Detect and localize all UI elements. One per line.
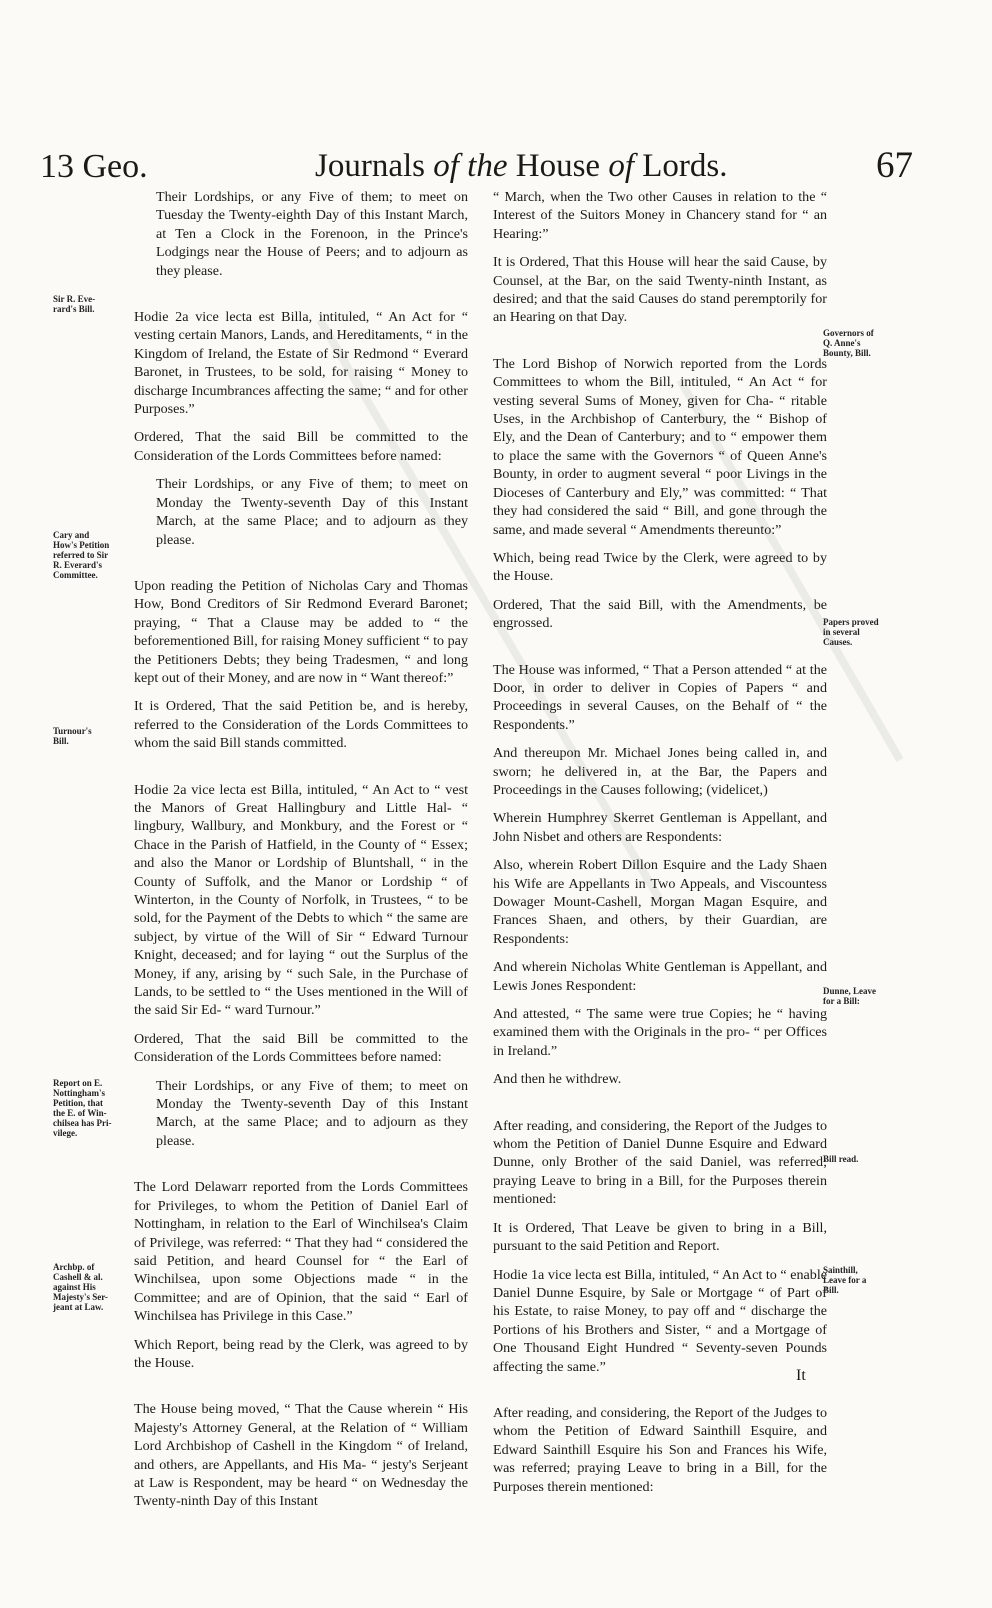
paragraph: Hodie 1a vice lecta est Billa, intituled, “ An Act to “ enable Daniel Dunne Esquire, by Sale or Mortgage “ of Part of his Estate, to raise Money, to pay off and “ discharge the Portions of his Brothers and Sister, “ and a Mortgage of One Thousand Eight Hundred “ Seventy-seven Pounds affecting the same.” (493, 1266, 827, 1375)
paragraph: After reading, and considering, the Report of the Judges to whom the Petition of Daniel Dunne Esquire and Edward Dunne, only Brother of the said Daniel, was referred; praying Leave to bring in a Bill, for the Purposes therein mentioned: (493, 1117, 827, 1208)
left-column (134, 188, 468, 1521)
header-word: the (467, 148, 508, 184)
paragraph: And wherein Nicholas White Gentleman is Appellant, and Lewis Jones Respondent: (493, 959, 827, 994)
paragraph: Hodie 2a vice lecta est Billa, intituled, “ An Act for “ vesting certain Manors, Lands, and Hereditaments, “ in the Kingdom of Ireland, the Estate of Sir Redmond “ Everard Baronet, in Trustees, to be sold, for raising “ Money to discharge Incumbrances affecting the same; “ and for other Purposes.” (134, 309, 468, 418)
paragraph: And then he withdrew. (493, 1071, 622, 1088)
header-word: of (433, 148, 459, 184)
paragraph: It is Ordered, That this House will hear the said Cause, by Counsel, at the Bar, on the said Twenty-ninth Instant, as desired; and that the said Causes do stand peremptorily for an Hearing on that Day. (493, 254, 827, 326)
paragraph: Their Lordships, or any Five of them; to meet on Monday the Twenty-seventh Day of this Instant March, at the same Place; and to adjourn as they please. (156, 476, 468, 548)
paragraph: Their Lordships, or any Five of them; to meet on Tuesday the Twenty-eighth Day of this Instant March, at Ten a Clock in the Forenoon, in the Prince's Lodgings near the House of Peers; and to adjourn as they please. (156, 189, 468, 279)
paragraph: And thereupon Mr. Michael Jones being called in, and sworn; he delivered in, at the Bar, the Papers and Proceedings in the Causes following; (videlicet,) (493, 745, 827, 798)
header-title (315, 148, 728, 185)
paragraph: Ordered, That the said Bill be committed to the Consideration of the Lords Committees before named: (134, 429, 468, 464)
margin-note: Archbp. of Cashell & al. against His Majesty's Ser- jeant at Law. (53, 1262, 108, 1312)
paragraph: The House being moved, “ That the Cause wherein “ His Majesty's Attorney General, at the Relation of “ William Lord Archbishop of Cashell in the Kingdom “ of Ireland, and others, are Appellants, and His Ma- “ jesty's Serjeant at Law is Respondent, may be heard “ on Wednesday the Twenty-ninth Day of this Instant (134, 1401, 468, 1510)
paragraph: Which, being read Twice by the Clerk, were agreed to by the House. (493, 549, 827, 585)
paragraph: The House was informed, “ That a Person attended “ at the Door, in order to deliver in Copies of Papers “ and Proceedings in several Causes, on the Behalf of “ the Respondents.” (493, 661, 827, 733)
paragraph: The Lord Bishop of Norwich reported from the Lords Committees to whom the Bill, intituled, “ An Act “ for vesting several Sums of Money, given for Cha- “ ritable Uses, in the Archbishop of Canterbury, the “ Bishop of Ely, and the Dean of Canterbury; and to “ empower them to place the same with the Governors “ of Queen Anne's Bounty, in order to augment several “ poor Livings in the Dioceses of Canterbury and Ely,” was committed: “ That they had considered the said “ Bill, and gone through the same, and made several “ Amendments thereunto:” (493, 355, 827, 538)
paragraph: Upon reading the Petition of Nicholas Cary and Thomas How, Bond Creditors of Sir Redmond Everard Baronet; praying, “ That a Clause may be added to “ the beforementioned Bill, for raising Money sufficient “ to pay the Petitioners Debts; they being Tradesmen, “ and long kept out of their Money, and are now in “ Want thereof:” (134, 577, 468, 686)
right-column (493, 188, 827, 1506)
paragraph: Also, wherein Robert Dillon Esquire and the Lady Shaen his Wife are Appellants in Two Appeals, and Viscountess Dowager Mount-Cashell, Morgan Magan Esquire, and Frances Shaen, and others, by their Guardian, are Respondents: (493, 857, 827, 947)
margin-note: Report on E. Nottingham's Petition, that the E. of Win- chilsea has Pri- vilege. (53, 1078, 112, 1138)
margin-note: Sir R. Eve- rard's Bill. (53, 294, 96, 314)
paragraph: Which Report, being read by the Clerk, was agreed to by the House. (134, 1336, 468, 1371)
header-word: Journals (315, 148, 425, 184)
paragraph: It is Ordered, That Leave be given to bring in a Bill, pursuant to the said Petition and Report. (493, 1219, 827, 1255)
header-word: of (608, 148, 634, 184)
header-word: House (515, 148, 601, 184)
margin-note: Bill read. (823, 1154, 859, 1164)
paragraph: And attested, “ The same were true Copies; he “ having examined them with the Originals in the pro- “ per Offices in Ireland.” (493, 1006, 827, 1059)
paragraph: Wherein Humphrey Skerret Gentleman is Appellant, and John Nisbet and others are Respondents: (493, 810, 827, 845)
margin-note: Papers proved in several Causes. (823, 617, 879, 647)
paragraph: After reading, and considering, the Report of the Judges to whom the Petition of Edward Sainthill Esquire, and Edward Sainthill Esquire his Son and Frances his Wife, was referred; praying Leave to bring in a Bill, for the Purposes therein mentioned: (493, 1404, 827, 1495)
margin-note: Sainthill, Leave for a Bill. (823, 1265, 867, 1295)
page-number: 67 (876, 145, 913, 186)
margin-note: Cary and How's Petition referred to Sir R. Everard's Committee. (53, 530, 110, 580)
paragraph: Hodie 2a vice lecta est Billa, intituled, “ An Act to “ vest the Manors of Great Hallingbury and Little Hal- “ lingbury, Wallbury, and Monkbury, and the Forest or “ Chace in the Parish of Hatfield, in the County of “ Essex; and also the Manor or Lordship of Bluntshall, “ in the County of Suffolk, and the Manor or Lordship “ of Winterton, in the County of Norfolk, in Trustees, “ to be sold, for the Payment of the Debts to which “ the same are subject, by virtue of the Will of Sir “ Edward Turnour Knight, deceased; and for laying “ out the Surplus of the Money, if any, arising by “ such Sale, in the Purchase of Lands, to be settled to “ the Uses mentioned in the Will of the said Sir Ed- “ ward Turnour.” (134, 781, 468, 1019)
margin-note: Turnour's Bill. (53, 726, 92, 746)
paragraph: It is Ordered, That the said Petition be, and is hereby, referred to the Consideration of the Lords Committees to whom the said Bill stands committed. (134, 698, 468, 752)
margin-note: Dunne, Leave for a Bill: (823, 986, 877, 1006)
paragraph: Their Lordships, or any Five of them; to meet on Monday the Twenty-seventh Day of this Instant March, at the same Place; and to adjourn as they please. (156, 1077, 468, 1149)
catchword: It (796, 1367, 806, 1384)
paragraph: The Lord Delawarr reported from the Lords Committees for Privileges, to whom the Petition of Daniel Earl of Nottingham, in relation to the Earl of Winchilsea's Claim of Privilege, was referred: “ That they had “ considered the said Petition, and heard Counsel for “ the Earl of Winchilsea, upon some Objections made “ in the Committee; and are of Opinion, that the said “ Earl of Winchilsea has Privilege in this Case.” (134, 1179, 468, 1325)
header-word: Lords. (642, 148, 728, 184)
paragraph: Ordered, That the said Bill, with the Amendments, be engrossed. (493, 596, 827, 632)
margin-note: Governors of Q. Anne's Bounty, Bill. (823, 328, 874, 358)
paragraph: “ March, when the Two other Causes in relation to the “ Interest of the Suitors Money in Chancery stand for “ an Hearing:” (493, 189, 827, 242)
paragraph: Ordered, That the said Bill be committed to the Consideration of the Lords Committees before named: (134, 1030, 468, 1066)
header-regnal-year: 13 Geo. (40, 148, 148, 185)
